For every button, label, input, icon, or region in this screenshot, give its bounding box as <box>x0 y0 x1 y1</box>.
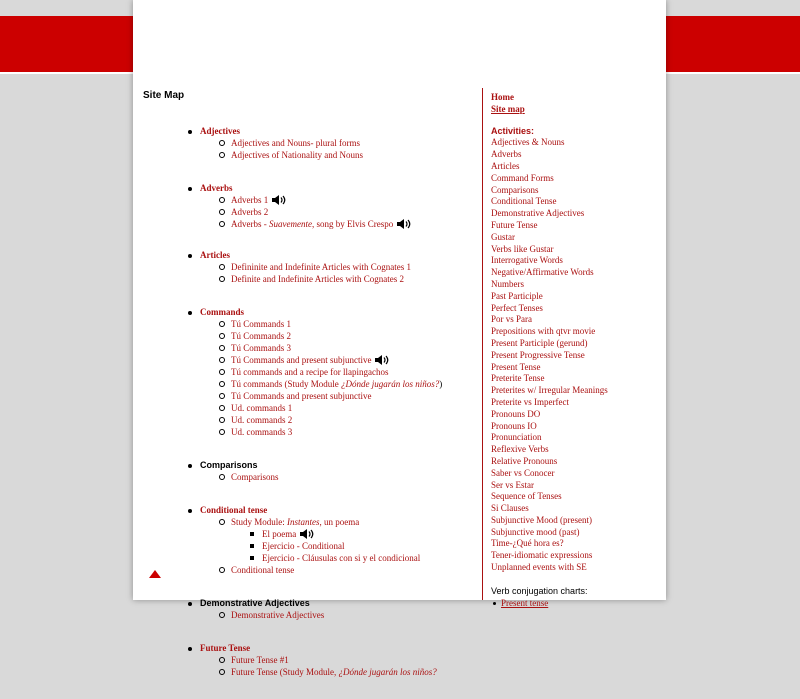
study-module-title: ¿Dónde jugarán los niños? <box>338 667 437 677</box>
topic-link-articles[interactable]: Articles <box>200 250 230 260</box>
topic-articles <box>182 249 482 285</box>
up-arrow-icon[interactable] <box>149 570 161 578</box>
sitemap-list <box>182 125 482 699</box>
speaker-icon[interactable] <box>299 528 315 540</box>
charts-heading: Verb conjugation charts: <box>491 585 588 596</box>
link-text: , song by Elvis Crespo <box>311 219 394 229</box>
sidebar-activity-link[interactable]: Comparisons <box>491 184 539 195</box>
sidebar-activity-link[interactable]: Present Participle (gerund) <box>491 337 588 348</box>
list-item[interactable] <box>231 516 482 564</box>
sidebar-activity-link[interactable]: Present Progressive Tense <box>491 349 585 360</box>
column-divider <box>482 88 483 600</box>
link-text: Tú commands (Study Module <box>231 379 341 389</box>
sidebar-activity-link[interactable]: Demonstrative Adjectives <box>491 208 585 219</box>
sidebar-activity-link[interactable]: Interrogative Words <box>491 255 563 266</box>
sidebar-activity-link[interactable]: Past Participle <box>491 290 543 301</box>
topic-link-adjectives[interactable]: Adjectives <box>200 126 240 136</box>
sidebar-activity-link[interactable]: Por vs Para <box>491 314 532 325</box>
sidebar-activity-link[interactable]: Negative/Affirmative Words <box>491 267 594 278</box>
list-item-link[interactable]: Tú Commands and present subjunctive <box>231 355 372 365</box>
list-item[interactable]: Adjectives of Nationality and Nouns <box>231 149 482 161</box>
topic-demonstrative <box>182 597 482 621</box>
site-title[interactable]: spanish.language&culture <box>141 20 488 48</box>
list-item[interactable]: Ud. commands 3 <box>231 426 482 438</box>
sidebar-activity-link[interactable]: Perfect Tenses <box>491 302 543 313</box>
link-text: , un poema <box>319 517 360 527</box>
list-item[interactable] <box>231 666 482 678</box>
site-subtitle: with barbara kuczun nelson <box>143 52 290 66</box>
sidebar-home-link[interactable]: Home <box>491 92 514 102</box>
sidebar-activity-link[interactable]: Sequence of Tenses <box>491 491 562 502</box>
list-item[interactable]: Conditional tense <box>231 564 482 576</box>
list-item-link[interactable] <box>231 219 393 229</box>
study-module-title: ¿Dónde jugarán los niños? <box>341 379 440 389</box>
speaker-icon[interactable] <box>271 194 287 206</box>
list-item[interactable]: Ud. commands 2 <box>231 414 482 426</box>
list-item[interactable]: Tú Commands 3 <box>231 342 482 354</box>
topic-conditional <box>182 504 482 576</box>
sidebar-activity-link[interactable]: Preterite vs Imperfect <box>491 396 569 407</box>
list-item[interactable] <box>231 378 482 390</box>
topic-heading-demonstrative: Demonstrative Adjectives <box>200 598 310 608</box>
link-text: Future Tense (Study Module, <box>231 667 339 677</box>
sidebar-activity-link[interactable]: Si Clauses <box>491 503 529 514</box>
list-item[interactable]: Adjectives and Nouns- plural forms <box>231 137 482 149</box>
list-item[interactable]: Tú Commands and present subjunctive <box>231 390 482 402</box>
sidebar-activity-link[interactable]: Relative Pronouns <box>491 455 558 466</box>
list-item[interactable]: Tú Commands 1 <box>231 318 482 330</box>
sidebar-activity-link[interactable]: Unplanned events with SE <box>491 562 587 573</box>
speaker-icon[interactable] <box>374 354 390 366</box>
sidebar-activity-link[interactable]: Pronouns DO <box>491 408 541 419</box>
list-item[interactable]: Tú Commands 2 <box>231 330 482 342</box>
topic-comparisons <box>182 459 482 483</box>
list-item[interactable]: Defininite and Indefinite Articles with Cognates 1 <box>231 261 482 273</box>
list-item[interactable]: Definite and Indefinite Articles with Cognates 2 <box>231 273 482 285</box>
topic-heading-comparisons: Comparisons <box>200 460 258 470</box>
list-item[interactable]: Demonstrative Adjectives <box>231 609 482 621</box>
list-item <box>231 218 482 230</box>
topic-adverbs <box>182 182 482 230</box>
sidebar-activity-link[interactable]: Future Tense <box>491 219 538 230</box>
sidebar-activity-link[interactable]: Pronouns IO <box>491 420 537 431</box>
sidebar-activity-link[interactable]: Adverbs <box>491 149 522 160</box>
sidebar-activity-link[interactable]: Subjunctive Mood (present) <box>491 514 592 525</box>
sidebar-activity-link[interactable]: Prepositions with qtvr movie <box>491 326 596 337</box>
sidebar-activity-link[interactable]: Articles <box>491 160 520 171</box>
list-item[interactable]: Future Tense #1 <box>231 654 482 666</box>
list-item[interactable]: Ud. commands 1 <box>231 402 482 414</box>
sidebar-activity-link[interactable]: Subjunctive mood (past) <box>491 526 580 537</box>
activities-list <box>491 137 661 573</box>
topic-link-future[interactable]: Future Tense <box>200 643 251 653</box>
list-item <box>231 194 482 206</box>
link-text: Study Module: <box>231 517 288 527</box>
sidebar-activity-link[interactable]: Adjectives & Nouns <box>491 137 565 148</box>
list-item <box>231 354 482 366</box>
speaker-icon[interactable] <box>396 218 412 230</box>
sidebar-sitemap-link[interactable]: Site map <box>491 103 525 114</box>
sidebar-activity-link[interactable]: Preterite Tense <box>491 373 545 384</box>
list-item[interactable]: Ejercicio - Conditional <box>262 540 482 552</box>
sidebar-activity-link[interactable]: Verbs like Gustar <box>491 243 554 254</box>
chart-link[interactable]: Present tense <box>501 598 661 610</box>
sidebar <box>491 92 661 609</box>
list-item[interactable]: Ejercicio - Cláusulas con si y el condicional <box>262 552 482 564</box>
page-title: Site Map <box>143 90 185 101</box>
sidebar-activity-link[interactable]: Conditional Tense <box>491 196 557 207</box>
topic-commands <box>182 306 482 438</box>
list-item <box>262 528 482 540</box>
sidebar-activity-link[interactable]: Present Tense <box>491 361 541 372</box>
sidebar-activity-link[interactable]: Ser vs Estar <box>491 479 534 490</box>
song-title: Suavemente <box>269 219 312 229</box>
link-text: ) <box>439 379 443 389</box>
activities-heading: Activities: <box>491 125 535 136</box>
sidebar-activity-link[interactable]: Saber vs Conocer <box>491 467 555 478</box>
sidebar-activity-link[interactable]: Reflexive Verbs <box>491 444 549 455</box>
list-item-link[interactable]: Adverbs 1 <box>231 195 269 205</box>
list-item-link[interactable]: El poema <box>262 529 297 539</box>
link-text: Adverbs - <box>231 219 269 229</box>
sidebar-activity-link[interactable]: Preterites w/ Irregular Meanings <box>491 385 608 396</box>
topic-future <box>182 642 482 678</box>
sidebar-activity-link[interactable]: Command Forms <box>491 172 554 183</box>
list-item[interactable]: Adverbs 2 <box>231 206 482 218</box>
sidebar-activity-link[interactable]: Numbers <box>491 278 524 289</box>
charts-list <box>491 598 661 610</box>
sidebar-activity-link[interactable]: Tener-idiomatic expressions <box>491 550 593 561</box>
sidebar-activity-link[interactable]: Time-¿Qué hora es? <box>491 538 564 549</box>
list-item[interactable]: Tú commands and a recipe for llapingachos <box>231 366 482 378</box>
topic-link-adverbs[interactable]: Adverbs <box>200 183 233 193</box>
sidebar-activity-link[interactable]: Gustar <box>491 231 515 242</box>
poem-title: Instantes <box>287 517 320 527</box>
topic-link-conditional[interactable]: Conditional tense <box>200 505 268 515</box>
topic-link-commands[interactable]: Commands <box>200 307 245 317</box>
sidebar-activity-link[interactable]: Pronunciation <box>491 432 542 443</box>
topic-adjectives <box>182 125 482 161</box>
list-item[interactable]: Comparisons <box>231 471 482 483</box>
